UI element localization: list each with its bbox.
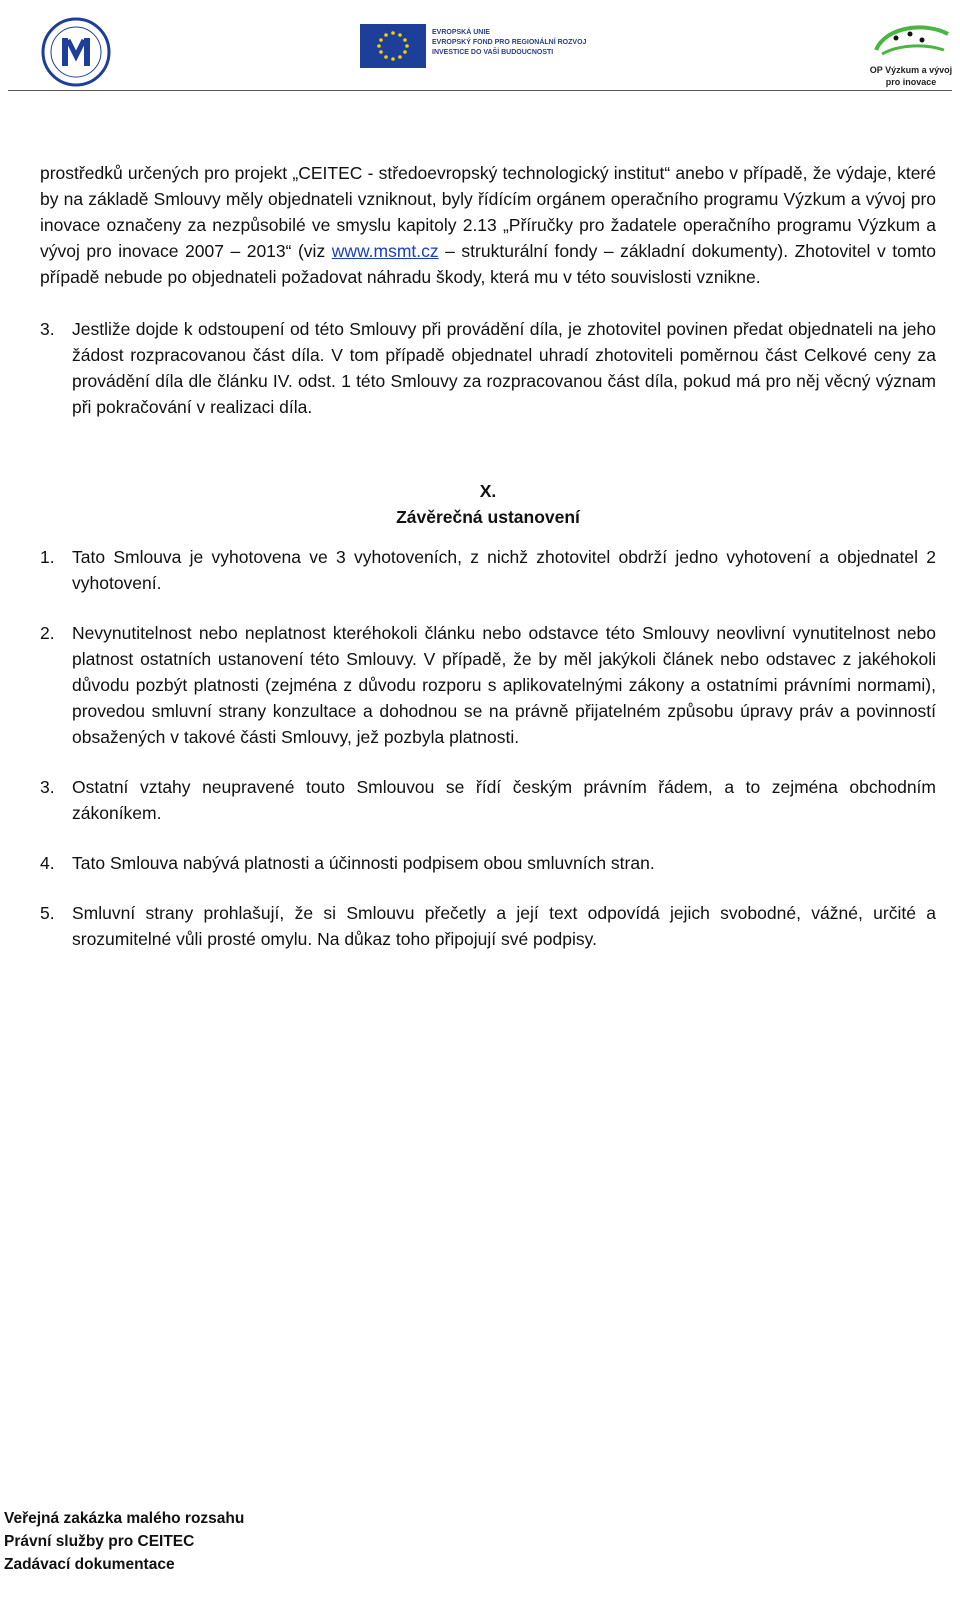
item-text: Smluvní strany prohlašují, že si Smlouvu přečetly a její text odpovídá jejich svobodné, vážné, určité a srozumitelné vůli prosté omylu. Na důkaz toho připojují své podpisy. <box>72 903 936 949</box>
article-title: Závěrečná ustanovení <box>396 507 580 527</box>
list-item <box>40 900 936 952</box>
item-text: Jestliže dojde k odstoupení od této Smlouvy při provádění díla, je zhotovitel povinen předat objednateli na jeho žádost rozpracovanou část díla. V tom případě objednatel uhradí zhotoviteli poměrnou část Celkové ceny za provádění díla dle článku IV. odst. 1 této Smlouvy za rozpracovanou část díla, pokud má pro něj věcný význam při pokračování v realizaci díla. <box>72 319 936 417</box>
item-number: 2. <box>40 623 55 643</box>
item-text: Tato Smlouva je vyhotovena ve 3 vyhotoveních, z nichž zhotovitel obdrží jedno vyhotovení a objednatel 2 vyhotovení. <box>72 547 936 593</box>
op-logo-line: pro inovace <box>885 77 937 87</box>
item-number: 3. <box>40 777 55 797</box>
header-divider <box>8 90 952 91</box>
footer-line: Právní služby pro CEITEC <box>4 1533 195 1550</box>
item-text: Ostatní vztahy neupravené touto Smlouvou se řídí českým právním řádem, a to zejména obchodním zákoníkem. <box>72 777 936 823</box>
eu-fund-logo <box>360 22 600 72</box>
op-vavpi-logo <box>866 20 956 90</box>
eu-logo-line: INVESTICE DO VAŠÍ BUDOUCNOSTI <box>432 49 554 56</box>
list-item <box>40 850 936 876</box>
msmt-link[interactable]: www.msmt.cz <box>331 241 439 261</box>
paragraph-text: – strukturální fondy – základní dokumenty). Zhotovitel v tomto případě nebude po objednateli požadovat náhradu škody, která mu v této souvislosti vznikne. <box>40 241 936 287</box>
item-number: 1. <box>40 547 55 567</box>
continuation-paragraph <box>40 160 936 290</box>
item-number: 5. <box>40 903 55 923</box>
page-header <box>0 0 960 92</box>
article-number: X. <box>479 481 497 501</box>
item-number: 3. <box>40 319 55 339</box>
item-text: Nevynutitelnost nebo neplatnost kteréhokoli článku nebo odstavce této Smlouvy neovlivní vynutitelnost nebo platnost ostatních ustanovení této Smlouvy. V případě, že by měl jakýkoli článek nebo odstavec z jakéhokoli důvodu pozbýt platnosti (zejména z důvodu rozporu s aplikovatelnými zákony a ostatními právními normami), provedou smluvní strany konzultace a dohodnou se na právně přijatelném způsobu úpravy práv a povinností obsažených v takové části Smlouvy, jež pozbyla platnosti. <box>72 623 936 747</box>
list-item <box>40 316 936 420</box>
footer-line: Veřejná zakázka malého rozsahu <box>4 1510 245 1527</box>
op-swirl-icon <box>866 20 956 64</box>
eu-logo-text <box>432 28 586 58</box>
list-item <box>40 620 936 750</box>
op-logo-line: OP Výzkum a vývoj <box>869 65 953 75</box>
op-logo-caption <box>866 64 956 88</box>
footer-line: Zadávací dokumentace <box>4 1556 175 1573</box>
item-text: Tato Smlouva nabývá platnosti a účinnosti podpisem obou smluvních stran. <box>72 853 655 873</box>
masaryk-university-logo <box>40 16 112 88</box>
page-footer <box>4 1507 244 1576</box>
list-item <box>40 544 936 596</box>
paragraph-text: prostředků určených pro projekt „CEITEC - středoevropský technologický institut“ anebo v případě, že výdaje, které by na základě Smlouvy měly objednateli vzniknout, byly řídícím orgánem operačního programu Výzkum a vývoj pro inovace označeny za nezpůsobilé ve smyslu kapitoly 2.13 „Příručky pro žadatele operačního programu Výzkum a vývoj pro inovace 2007 – 2013“ (viz <box>40 163 936 261</box>
list-item <box>40 774 936 826</box>
eu-logo-line: EVROPSKÁ UNIE <box>432 29 490 36</box>
document-body <box>40 160 936 952</box>
eu-flag-icon <box>360 24 426 68</box>
item-number: 4. <box>40 853 55 873</box>
eu-logo-line: EVROPSKÝ FOND PRO REGIONÁLNÍ ROZVOJ <box>432 39 587 46</box>
